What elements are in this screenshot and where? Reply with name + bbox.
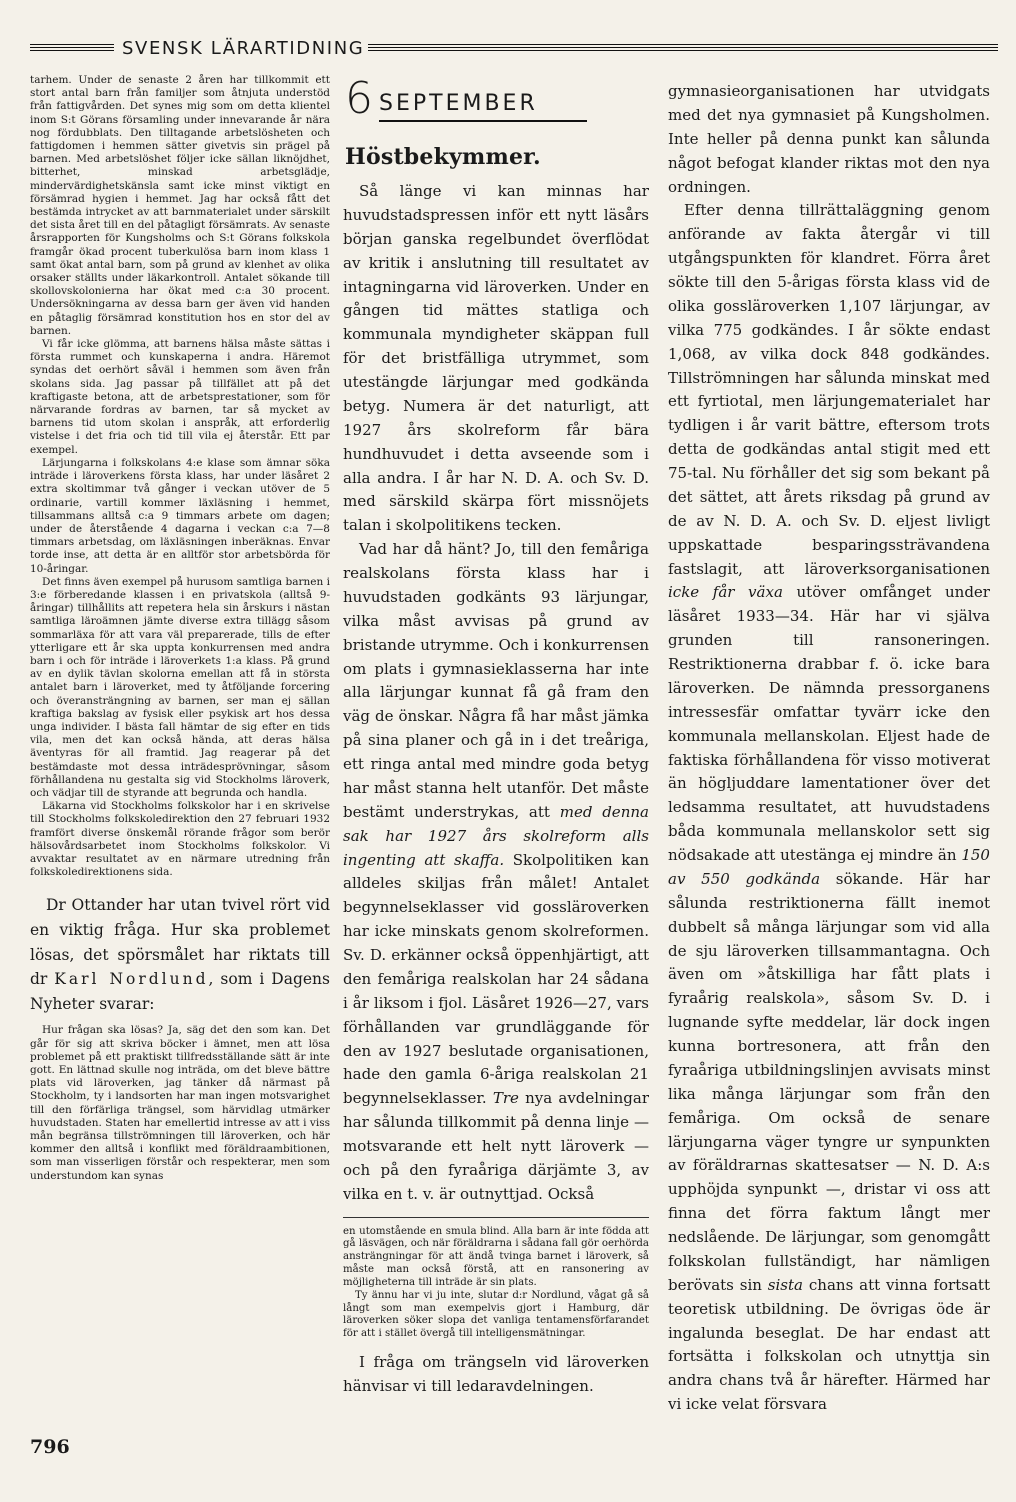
commentary-end: , som i Dagens Nyheter svarar: [30, 970, 330, 1013]
letter-paragraph: Läkarna vid Stockholms folkskolor har i en skrivelse till Stockholms folkskoledirektion den 27 februari 1932 framfört diverse önskemål rörande frågor som berör hälsovårdsarbetet inom Stockholms folkskolor. Vi avvaktar resultatet av en närmare utredning från folkskoledirektionens sida. [30, 800, 330, 879]
date-heading [345, 80, 649, 128]
closing-paragraph: I fråga om trängseln vid läroverken hänvisar vi till ledaravdelningen. [343, 1352, 649, 1395]
page-number: 796 [30, 1436, 70, 1458]
text-run: nya avdelningar har sålunda tillkommit på denna linje — motsvarande ett helt nytt läroverk — och på den fyraåriga därjämte 3, av vilka en t. v. är outnyttjad. Också [343, 1089, 649, 1203]
text-run: Skolpolitiken kan alldeles skiljas från målet! Antalet begynnelseklasser vid gossläroverken har icke minskats genom skolreformen. Sv. D. erkänner också öppenhjärtigt, att den femåriga realskolan har 24 sådana i år liksom i fjol. Läsåret 1926—27, vars förhållanden var grundläggande för den av 1927 beslutade organisationen, hade den gamla 6-åriga realskolan 21 begynnelseklasser. [343, 850, 649, 1108]
column-divider [343, 1217, 649, 1218]
running-head: SVENSK LÄRARTIDNING [122, 38, 365, 59]
text-run: utöver omfånget under läsåret 1933—34. Här har vi själva grunden till ransoneringen. Restriktionerna drabbar f. ö. icke bara läroverken. De nämnda pressorganens intressesfär omfattar tyvärr icke den kommunala mellanskolan. Eljest hade de faktiska förhållandena för visso motiverat än högljuddare lamentationer över det ledsamma resultatet, att huvudstadens båda kommunala mellanskolor sett sig nödsakade att utestänga ej mindre än [668, 583, 990, 864]
right-column [668, 80, 990, 1440]
headline: Höstbekymmer. [345, 144, 541, 170]
quote-paragraph: Hur frågan ska lösas? Ja, säg det den som kan. Det går för sig att skriva böcker i ämnet, men att lösa problemet på ett praktiskt tillfredsställande sätt är inte gott. En lättnad skulle nog inträda, om det bleve bättre plats vid läroverken, jag tänker då närmast på Stockholm, ty i landsorten har man ingen motsvarighet till den förfärliga trängsel, som härvidlag utmärker huvudstaden. Staten har emellertid intresse av att i viss mån begränsa tillströmningen till läroverken, och här kommer den alltså i konflikt med föräldraambitionen, som man visserligen förstår och respekterar, men som understundom kan synas [30, 1024, 330, 1182]
letter-paragraph: Vi får icke glömma, att barnens hälsa måste sättas i första rummet och kunskaperna i andra. Häremot syndas det oerhört såväl i hemmen som även från skolans sida. Jag passar på tillfället att på det kraftigaste betona, att de arbetsprestationer, som för närvarande fordras av barnen, tar så mycket av barnens tid utom skolan i anspråk, att erforderlig vistelse i det fria och tid till vila ej återstår. Ett par exempel. [30, 338, 330, 456]
emphasis: 150 av 550 godkända [668, 846, 990, 888]
letter-paragraph: Lärjungarna i folkskolans 4:e klase som ämnar söka inträde i läroverkens första klass, har under läsåret 2 extra skoltimmar två gånger i veckan utöver de 5 ordinarie, vartill kommer läxläsning i hemmet, tillsammans alltså c:a 9 timmars arbete om dagen; under de återstående 4 dagarna i veckan c:a 7—8 timmars arbetsdag, om läxläsningen inberäknas. Envar torde inse, att detta är en alltför stor arbetsbörda för 10-åringar. [30, 456, 330, 575]
text-run: Vad har då hänt? Jo, till den femåriga realskolans första klass har i huvudstaden godkänts 93 lärjungar, vilka måst avvisas på grund av bristande utrymme. Och i konkurrensen om plats i gymnasieklasserna har inte alla lärjungar kunnat få gå fram den väg de önskar. Några få har måst jämka på sina planer och gå in i det treåriga, ett ringa antal med mindre goda betyg har måst stanna helt utanför. Det måste bestämt understrykas, att [343, 540, 649, 821]
quote-paragraph: en utomstående en smula blind. Alla barn är inte födda att gå läsvägen, och när föräldrarna i sådana fall gör oerhörda ansträngningar för att ändå tvinga barnet i läroverk, så måste man också förstå, att en ransonering av möjligheterna till inträde är sin plats. [343, 1225, 649, 1288]
commentary-start: Dr Ottander har utan tvivel rört vid en viktig fråga. Hur ska problemet lösas, det spörsmålet har riktats till dr [30, 896, 330, 989]
quote-text [30, 1024, 330, 1182]
emphasis: Tre [492, 1089, 519, 1108]
article-paragraph: Så länge vi kan minnas har huvudstadspressen inför ett nytt läsårs början ganska regelbundet överflödat av kritik i anslutning till resultatet av intagningarna vid läroverken. Under en gången tid mättes statliga och kommunala myndigheter skäppan full för det bristfälliga utrymmet, som utestängde lärjungar med godkända betyg. Numera är det naturligt, att 1927 års skolreform får bära hundhuvudet i detta avseende som i alla andra. I år har N. D. A. och Sv. D. med särskild skärpa fört missnöjets talan i skolpolitikens tecken. [343, 182, 649, 535]
text-run: chans att vinna fortsatt teoretisk utbildning. De övrigas öde är ingalunda beseglat. De har endast att fortsätta i folkskolan och utnyttja sin andra chans två år härefter. Härmed har vi icke velat försvara [668, 1275, 990, 1414]
header-rule-left [30, 44, 114, 53]
date-month: SEPTEMBER [379, 91, 538, 116]
header-rule-right [368, 44, 998, 53]
quote-continuation [343, 1226, 649, 1341]
article-paragraph: gymnasieorganisationen har utvidgats med det nya gymnasiet på Kungsholmen. Inte heller på denna punkt kan sålunda något befogat klander riktas mot den nya ordningen. [668, 82, 990, 196]
middle-column [343, 80, 649, 1440]
emphasis: icke får växa [668, 583, 783, 602]
letter-paragraph: tarhem. Under de senaste 2 åren har tillkommit ett stort antal barn från familjer som åtnjuta understöd från fattigvården. Det synes mig som om detta klientel inom S:t Görans församling under innevarande år nära nog fördubblats. Den tilltagande arbetslösheten och fattigdomen i hemmen sätter givetvis sin prägel på barnen. Med arbetslöshet följer icke sällan liknöjdhet, bitterhet, minskad arbetsglädje, mindervärdighetskänsla samt icke minst viktigt en försämrad hygien i hemmet. Jag har också fått det bestämda intrycket av att barnmaterialet under särskilt det sista året till en del påtagligt försämrats. Av senaste årsrapporten för Kungsholms och S:t Görans folkskola framgår ökad procent tuberkulösa barn inom klass 1 samt ökat antal barn, som på grund av klenhet av olika orsaker ställts under läkarkontroll. Antalet sökande till skollovskolonierna har ökat med c:a 30 procent. Undersökningarna av dessa barn ger även vid handen en påtaglig försämrad konstitution hos en stor del av barnen. [30, 74, 330, 337]
person-name: Karl Nordlund [54, 970, 209, 989]
article-paragraph [343, 538, 649, 1207]
left-column [30, 74, 330, 1430]
emphasis: sista [767, 1275, 803, 1294]
article-continuation [668, 80, 990, 1417]
emphasis: med denna sak har 1927 års skolreform alls ingenting att skaffa. [343, 802, 649, 869]
article-paragraph [668, 199, 990, 1417]
date-number: 6 [345, 80, 373, 124]
letter-paragraph: Det finns även exempel på hurusom samtliga barnen i 3:e förberedande klassen i en privatskola (alltså 9-åringar) tillhållits att repetera hela sin årskurs i nästan samtliga läroämnen jämte diverse extra tillägg såsom sommarläxa för att vara väl preparerade, tills de efter ytterligare ett år ska uppta konkurrensen med andra barn i och för inträde i läroverkets 1:a klass. På grund av en dylik tävlan skolorna emellan att få in största antalet barn i läroverket, med ty åtföljande forcering och överansträngning av barnen, ser man ej sällan kraftiga bakslag av fysisk eller psykisk art hos dessa unga individer. I bästa fall hämtar de sig efter en tids vila, men det kan också hända, att deras hälsa äventyras för all framtid. Jag reagerar på det bestämdaste mot dessa inträdesprövningar, såsom förhållandena nu gestalta sig vid Stockholms läroverk, och vädjar till de styrande att begrunda och handla. [30, 575, 330, 799]
article-body [343, 180, 649, 1207]
closing-note [343, 1351, 649, 1399]
quote-paragraph: Ty ännu har vi ju inte, slutar d:r Nordlund, vågat gå så långt som man exempelvis gjort i Hamburg, där läroverken söker slopa det vanliga tentamensförfarandet för att i stället övergå till intelligensmätningar. [343, 1289, 649, 1340]
commentary [30, 893, 330, 1016]
text-run: sökande. Här har sålunda restriktionerna fällt inemot dubbelt så många lärjungar som vid alla de sju läroverken tillsammantagna. Och även om »åtskilliga har fått plats i fyraårig realskola», såsom Sv. D. i lugnande syfte meddelar, lär dock ingen kunna bortresonera, att från den fyraåriga utbildningslinjen avvisats minst lika många lärjungar som från den femåriga. Om också de senare lärjungarna väger tyngre ur synpunkten av föräldrarnas skattesatser — N. D. A:s upphöjda synpunkt —, dristar vi oss att finna det förra faktum långt mer nedslående. De lärjungar, som genomgått folkskolan fullständigt, har nämligen berövats sin [668, 869, 990, 1294]
text-run: Efter denna tillrättaläggning genom anförande av fakta återgår vi till utgångspunkten för klandret. Förra året sökte till den 5-årigas första klass vid de olika gossläroverken 1,107 lärjungar, av vilka 775 godkändes. I år sökte endast 1,068, av vilka dock 848 godkändes. Tillströmningen har sålunda minskat med ett fyrtiotal, men lärjungematerialet har tydligen i år varit bättre, eftersom trots detta de godkändas antal stigit med ett 75-tal. Nu förhåller det sig som bekant på det sättet, att årets riksdag på grund av de av N. D. A. och Sv. D. eljest livligt uppskattade besparingssträvandena fastslagit, att läroverksorganisationen [668, 201, 990, 578]
commentary-paragraph [30, 893, 330, 1016]
letter-text [30, 74, 330, 879]
date-rule [379, 120, 587, 122]
